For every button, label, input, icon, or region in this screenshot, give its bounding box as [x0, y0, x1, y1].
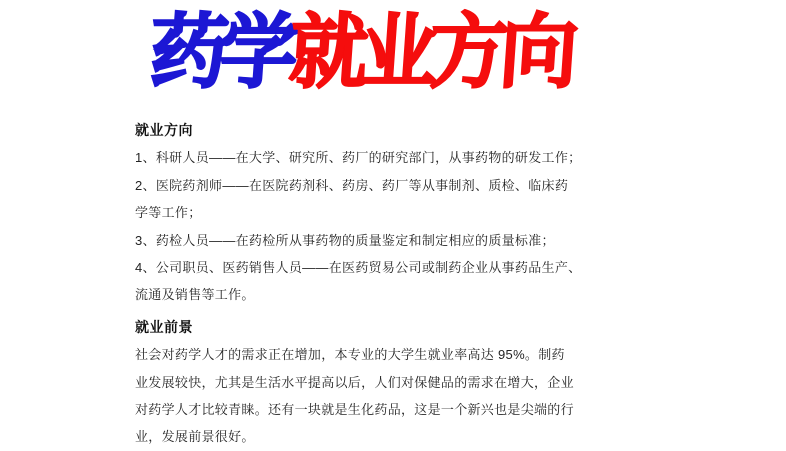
prospects-paragraph-line-2: 业发展较快，尤其是生活水平提高以后，人们对保健品的需求在增大，企业 — [135, 374, 574, 390]
direction-item-4-line-1: 4、公司职员、医药销售人员——在医药贸易公司或制药企业从事药品生产、 — [135, 260, 582, 276]
prospects-paragraph-line-4: 业，发展前景很好。 — [135, 429, 255, 445]
prospects-paragraph-line-1: 社会对药学人才的需求正在增加，本专业的大学生就业率高达 95%。制药 — [135, 347, 565, 363]
direction-item-3-line: 3、药检人员——在药检所从事药物的质量鉴定和制定相应的质量标准； — [135, 232, 555, 248]
title-segment-career-direction: 就业方向 — [286, 6, 574, 98]
article-body — [135, 117, 615, 451]
section-heading-employment-directions: 就业方向 — [135, 122, 193, 138]
prospects-paragraph-line-3: 对药学人才比较青睐。还有一块就是生化药品，这是一个新兴也是尖端的行 — [135, 402, 574, 418]
section-heading-employment-prospects: 就业前景 — [135, 318, 193, 335]
direction-item-1-line: 1、科研人员——在大学、研究所、药厂的研究部门，从事药物的研发工作； — [135, 150, 582, 166]
direction-item-2-line-2: 学等工作； — [135, 205, 202, 221]
direction-item-4-line-2: 流通及销售等工作。 — [135, 287, 255, 303]
direction-item-2-line-1: 2、医院药剂师——在医院药剂科、药房、药厂等从事制剂、质检、临床药 — [135, 177, 569, 193]
page-title — [146, 0, 574, 106]
title-segment-pharmacy: 药学 — [146, 6, 294, 98]
